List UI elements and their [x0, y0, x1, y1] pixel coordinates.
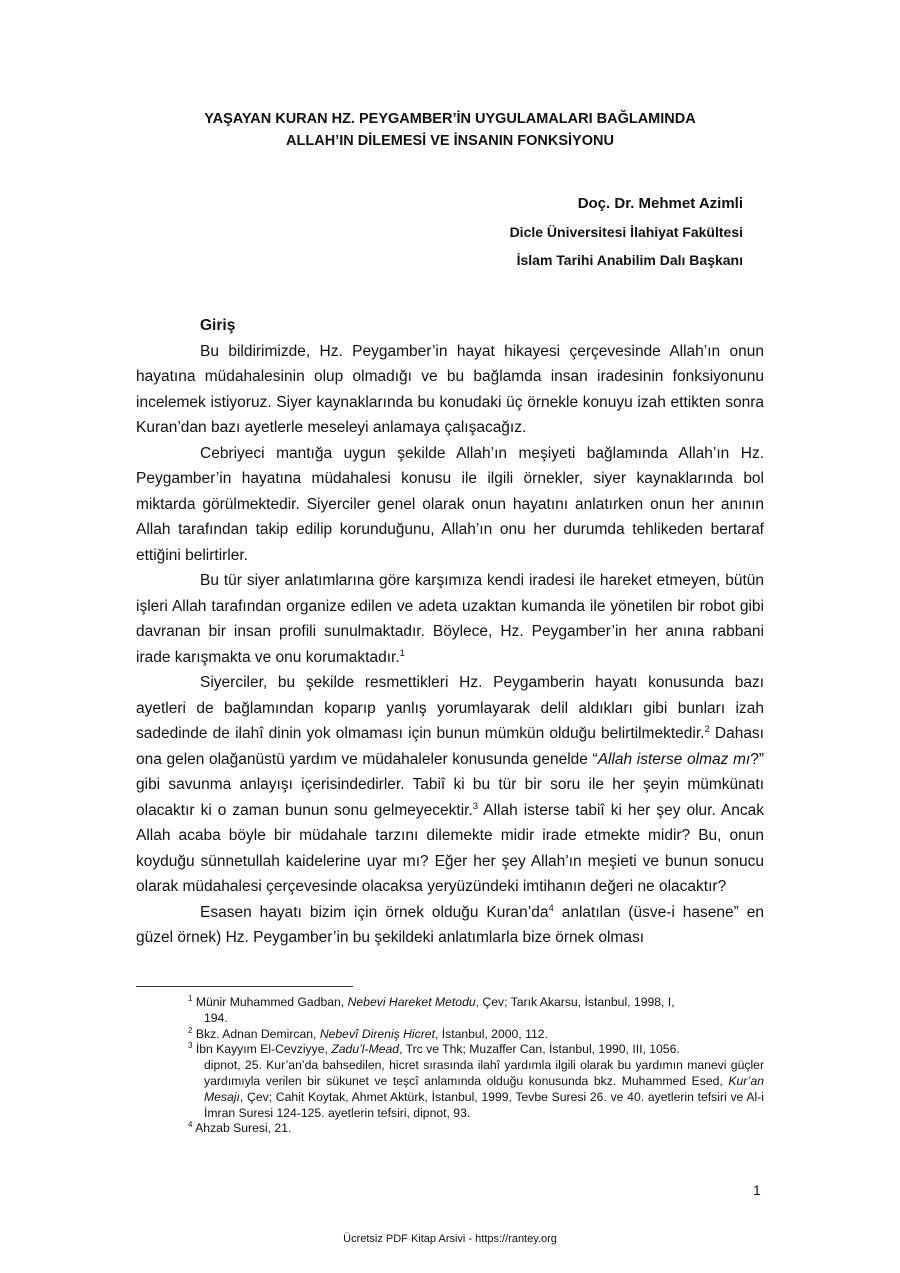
footnote-1-number: 1	[188, 993, 193, 1003]
footnote-separator	[136, 986, 353, 987]
paragraph-3-text: Bu tür siyer anlatımlarına göre karşımıza kendi iradesi ile hareket etmeyen, bütün işleri Allah tarafından organize edilen ve adeta uzaktan kumanda ile yönetilen bir robot gibi davranan bir insan profili sunulmaktadır. Böylece, Hz. Peygamber’in her anına rabbani irade karışmakta ve onu korumaktadır.	[136, 572, 764, 666]
paragraph-4-text-c: ?” gibi savunma anlayışı içerisindedirler. Tabiî ki bu tür bir soru ile her şeyin mümkünatı olacaktır ki o zaman bunun sonu gelmeyecektir.	[136, 750, 765, 819]
footnote-1-details: , Çev; Tarık Akarsu, İstanbul, 1998, I,	[475, 995, 675, 1009]
footnote-2-details: , İstanbul, 2000, 112.	[434, 1026, 548, 1041]
footnote-ref-2: 2	[704, 723, 710, 735]
footnote-ref-3: 3	[472, 800, 479, 812]
footnote-3-work-2: Kur’an Mesajı	[204, 1073, 764, 1104]
footnote-2-author: Bkz. Adnan Demircan,	[195, 1026, 320, 1041]
page-footer: Ücretsiz PDF Kitap Arsivi - https://rantey.org	[343, 1233, 557, 1245]
footnote-ref-1: 1	[399, 647, 405, 659]
footnote-3-note: dipnot, 25. Kur’an’da bahsedilen, hicret sırasında ilahî yardımla ilgili olarak bu yardımın manevi güçler yardımıyla verilen bir sükunet ve teşcî anlamında olduğu konusunda bkz. Muhammed Esed,	[204, 1058, 764, 1088]
document-title	[0, 108, 900, 152]
footnote-1	[188, 995, 764, 1027]
paragraph-5	[136, 900, 764, 951]
author-block	[510, 190, 743, 274]
body-text	[136, 313, 764, 951]
footnote-4	[188, 1121, 764, 1137]
page-number: 1	[753, 1182, 761, 1198]
paragraph-5-text-a: Esasen hayatı bizim için örnek olduğu Kuran’da	[200, 903, 549, 921]
paragraph-4	[136, 670, 764, 900]
footnotes	[188, 995, 764, 1137]
paragraph-4-italic: Allah isterse olmaz mı	[597, 750, 751, 768]
paragraph-4-text-b: Dahası ona gelen olağanüstü yardım ve müdahaleler konusunda genelde “	[136, 725, 764, 768]
footnote-3-author: İbn Kayyım El-Cevziyye,	[195, 1042, 332, 1057]
footnote-3-work: Zadu’l-Mead	[331, 1042, 400, 1057]
footnote-3-details-2: , Çev; Cahit Koytak, Ahmet Aktürk, İstanbul, 1999, Tevbe Suresi 26. ve 40. ayetlerin tefsiri ve Al-i İmran Suresi 124-125. ayetlerin tefsiri, dipnot, 93.	[204, 1089, 764, 1120]
title-line-2: ALLAH’IN DİLEMESİ VE İNSANIN FONKSİYONU	[286, 133, 614, 149]
title-line-1: YAŞAYAN KURAN HZ. PEYGAMBER’İN UYGULAMALARI BAĞLAMINDA	[204, 111, 696, 127]
paragraph-4-text-d: Allah isterse tabiî ki her şey olur. Ancak Allah acaba böyle bir müdahale tarzını dilemekte midir irade etmekte midir? Bu, onun koyduğu sünnetullah kaidelerine uyar mı? Eğer her şey Allah’ın meşieti ve bunun sonucu olarak müdahalesi çerçevesinde olacaksa yeryüzündeki imtihanın değeri ne olacaktır?	[136, 801, 765, 895]
footnote-2	[188, 1027, 764, 1043]
paragraph-2: Cebriyeci mantığa uygun şekilde Allah’ın meşiyeti bağlamında Allah’ın Hz. Peygamber’in hayatına müdahalesi konusu ile ilgili örnekler, siyer kaynaklarında bol miktarda görülmektedir. Siyerciler genel olarak onun hayatını anlatırken onun her anının Allah tarafından takip edilip korunduğunu, Allah’ın onu her durumda tehlikeden bertaraf ettiğini belirtirler.	[136, 444, 764, 564]
footnote-3-number: 3	[188, 1041, 193, 1051]
author-position: İslam Tarihi Anabilim Dalı Başkanı	[516, 252, 743, 268]
author-name: Doç. Dr. Mehmet Azimli	[577, 195, 743, 212]
paragraph-1: Bu bildirimizde, Hz. Peygamber’in hayat hikayesi çerçevesinde Allah’ın onun hayatına müdahalesinin olup olmadığı ve bu bağlamda insan iradesinin fonksiyonunu incelemek istiyoruz. Siyer kaynaklarında bu konudaki üç örnekle konuyu izah ettikten sonra Kuran’dan bazı ayetlerle meseleyi anlamaya çalışacağız.	[136, 342, 764, 436]
footnote-1-work: Nebevi Hareket Metodu	[347, 995, 476, 1009]
section-heading: Giriş	[200, 317, 236, 334]
footnote-2-number: 2	[188, 1025, 193, 1035]
paragraph-5-text-b: anlatılan (üsve-i hasene” en güzel örnek) Hz. Peygamber’in bu şekildeki anlatımlarla bize örnek olması	[136, 903, 764, 946]
paragraph-4-text-a: Siyerciler, bu şekilde resmettikleri Hz. Peygamberin hayatı konusunda bazı ayetleri de bağlamından koparıp yanlış yorumlayarak delil aldıkları gibi bunları izah sadedinde de ilahî dinin yok olmaması için bunun mümkün olduğu belirtilmektedir.	[136, 674, 764, 742]
footnote-4-number: 4	[188, 1120, 193, 1130]
footnote-1-author: Münir Muhammed Gadban,	[195, 995, 348, 1009]
footnote-4-text: Ahzab Suresi, 21.	[195, 1121, 292, 1136]
author-affiliation: Dicle Üniversitesi İlahiyat Fakültesi	[509, 224, 743, 240]
footnote-2-work: Nebevî Direniş Hicret	[319, 1026, 435, 1041]
footnote-3-continuation	[188, 1058, 764, 1121]
paragraph-3	[136, 568, 764, 670]
footnote-1-page: 194.	[204, 1010, 228, 1025]
footnote-3	[188, 1042, 764, 1121]
footnote-ref-4: 4	[548, 902, 554, 914]
footnote-3-details: , Trc ve Thk; Muzaffer Can, İstanbul, 1990, III, 1056.	[399, 1042, 680, 1057]
